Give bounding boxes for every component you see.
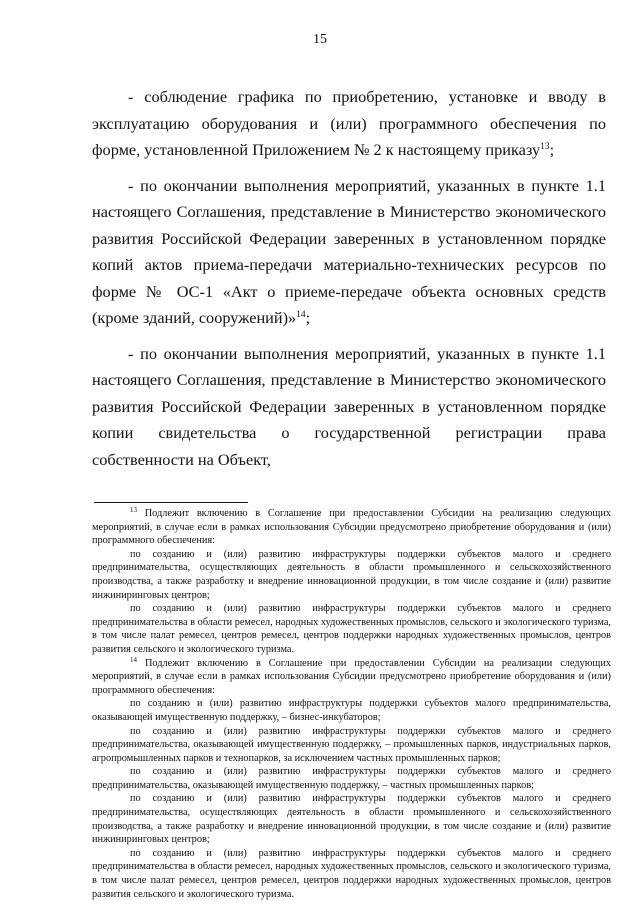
paragraph-punct: ; [305,308,311,327]
footnote-text: по созданию и (или) развитию инфраструктуры поддержки субъектов малого и среднего предпринимательства, осуществляющих деятельность в области промышленного и сельскохозяйственного производства, а также разработку и внедрение инновационной продукции, в том числе создание и (или) развитие инжиниринговых центров; [92,793,611,846]
footnote-item [92,765,611,792]
footnote-item [92,697,611,724]
footnote-separator [94,502,248,503]
footnote [92,657,611,698]
paragraph-text: - по окончании выполнения мероприятий, указанных в пункте 1.1 настоящего Соглашения, представление в Министерство экономического развития Российской Федерации заверенных в установленном порядке копий актов приема-передачи материально-технических ресурсов по форме № ОС-1 «Акт о приеме-передаче объекта основных средств (кроме зданий, сооружений)» [92,175,606,327]
footnote-number: 14 [130,655,137,664]
footnote-text: по созданию и (или) развитию инфраструктуры поддержки субъектов малого и среднего предпринимательства, оказывающей имущественную поддержку, – частных промышленных парков; [92,766,611,791]
body-paragraph [92,341,606,474]
footnote [92,507,611,548]
footnote-text: по созданию и (или) развитию инфраструктуры поддержки субъектов малого и среднего предпринимательства, осуществляющих деятельность в области промышленного и сельскохозяйственного производства, а также разработку и внедрение инновационной продукции, в том числе создание и (или) развитие инжиниринговых центров; [92,548,611,601]
body-paragraph [92,84,606,164]
footnote-text: по созданию и (или) развитию инфраструктуры поддержки субъектов малого и среднего предпринимательства в области ремесел, народных художественных промыслов, сельского и экологического туризма, в том числе палат ремесел, центров ремесел, центров поддержки народных художественных промыслов, центров развития сельского и экологического туризма. [92,603,611,655]
footnote-item [92,847,611,901]
paragraph-text: - соблюдение графика по приобретению, установке и вводу в эксплуатацию оборудования и (или) программного обеспечения по форме, установленной Приложением № 2 к настоящему приказу [92,87,606,159]
paragraph-punct: ; [549,140,555,159]
body-paragraph [92,173,606,332]
footnote-text: по созданию и (или) развитию инфраструктуры поддержки субъектов малого и среднего предпринимательства, оказывающей имущественную поддержку, – промышленных парков, индустриальных парков, агропромышленных парков и технопарков, за исключением частных промышленных парков; [92,725,611,764]
footnote-ref: 14 [296,310,306,320]
footnote-ref: 13 [540,142,550,152]
footnote-item [92,725,611,766]
footnote-item [92,792,611,846]
footnote-text: по созданию и (или) развитию инфраструктуры поддержки субъектов малого и среднего предпринимательства в области ремесел, народных художественных промыслов, сельского и экологического туризма, в том числе палат ремесел, центров ремесел, центров поддержки народных художественных промыслов, центров развития сельского и экологического туризма. [92,847,611,900]
footnote-item [92,602,611,656]
page-number: 15 [313,32,327,47]
footnote-item [92,548,611,602]
main-text [92,84,606,482]
footnote-text: по созданию и (или) развитию инфраструктуры поддержки субъектов малого предпринимательства, оказывающей имущественную поддержку, – бизнес-инкубаторов; [92,698,611,723]
paragraph-text: - по окончании выполнения мероприятий, указанных в пункте 1.1 настоящего Соглашения, представление в Министерство экономического развития Российской Федерации заверенных в установленном порядке копии свидетельства о государственной регистрации права собственности на Объект, [92,343,606,469]
footnote-number: 13 [130,506,137,514]
footnote-text: Подлежит включению в Соглашение при предоставлении Субсидии на реализацию следующих мероприятий, в случае если в рамках использования Субсидии предусмотрено приобретение оборудования и (или) программного обеспечения: [92,508,611,547]
footnote-text: Подлежит включению в Соглашение при предоставлении Субсидии на реализации следующих мероприятий, в случае если в рамках использования Субсидии предусмотрено приобретение оборудования и (или) программного обеспечения: [92,657,611,696]
footnotes [92,507,611,901]
